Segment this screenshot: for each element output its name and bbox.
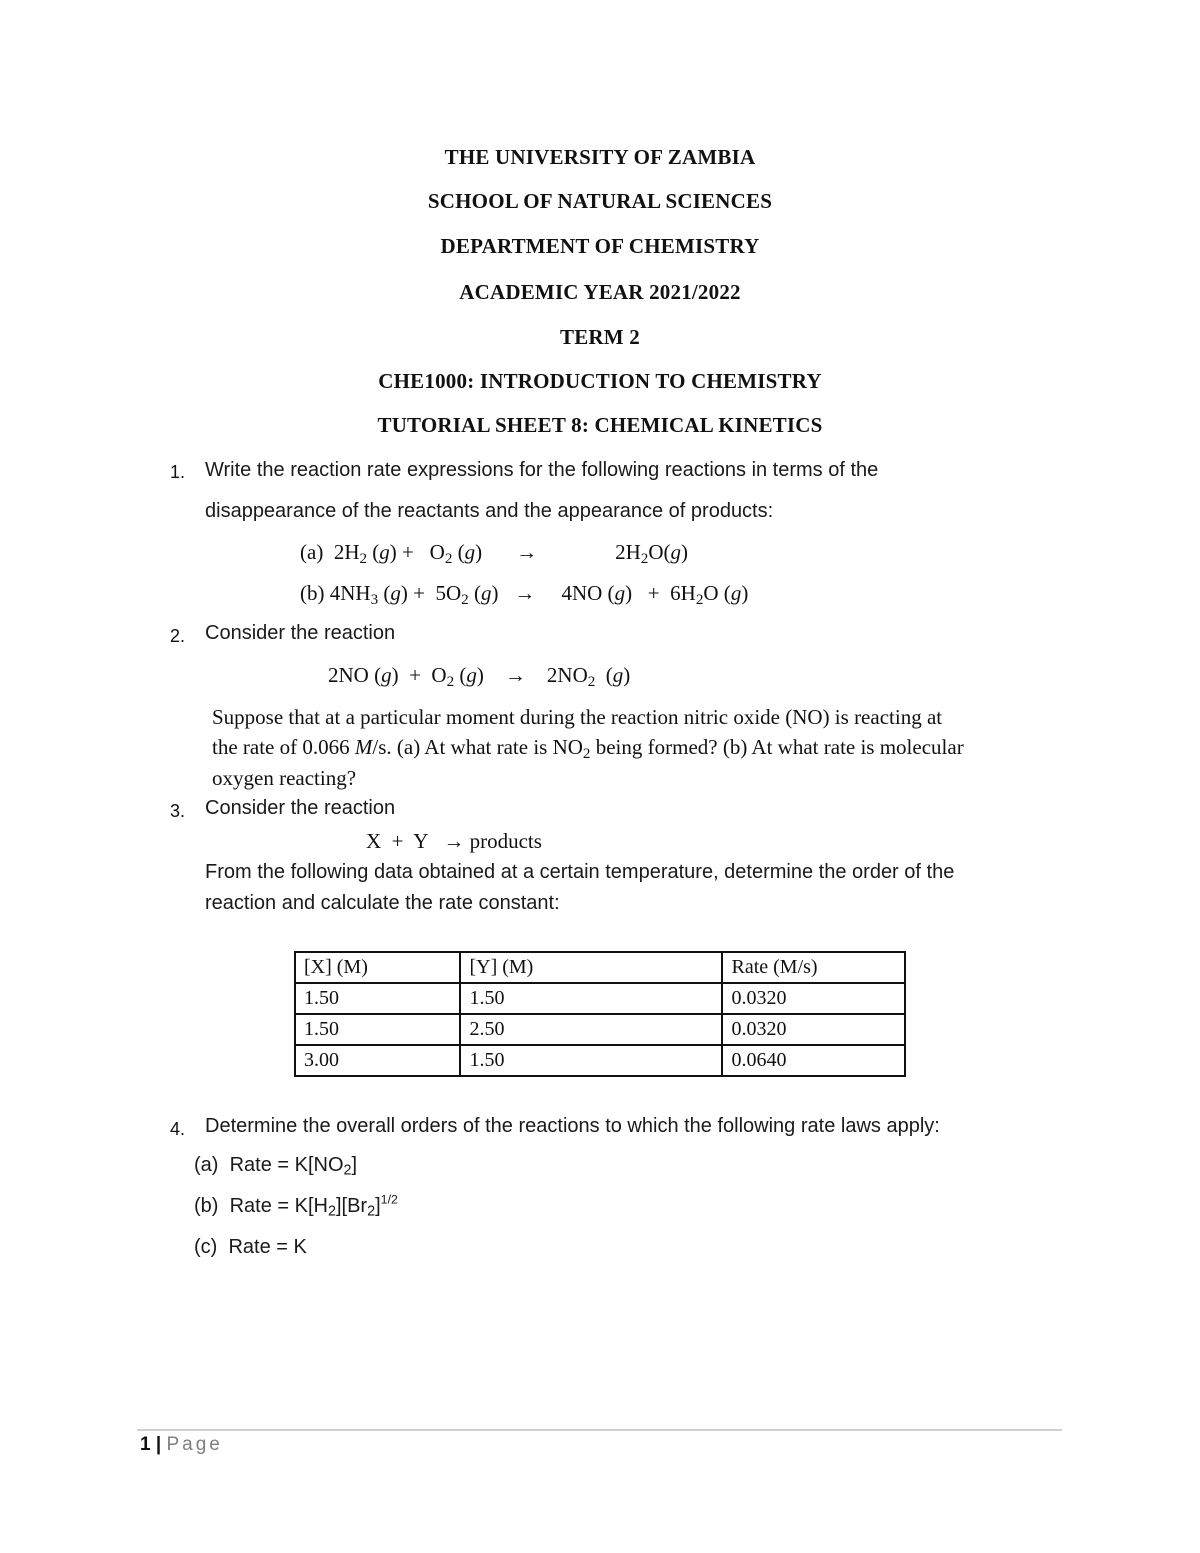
academic-year: ACADEMIC YEAR 2021/2022 (459, 280, 741, 304)
table-header-cell: [Y] (M) (460, 952, 722, 983)
question-2-line2-pre: the rate of 0.066 (212, 735, 355, 759)
table-header-cell: [X] (M) (295, 952, 460, 983)
table-cell: 1.50 (460, 983, 722, 1014)
equation-2: 2NO $(g) + O_2$ (g) → $2NO_2$ (g) (328, 663, 631, 690)
question-3-intro: Consider the reaction (205, 797, 396, 819)
question-3-line2: reaction and calculate the rate constant: (205, 892, 560, 914)
equation-3: X + Y → products (366, 829, 542, 853)
table-header-row (295, 952, 905, 983)
course-title: CHE1000: INTRODUCTION TO CHEMISTRY (378, 369, 822, 393)
table-cell: 2.50 (460, 1014, 722, 1045)
rate-law-a-label: (a) (194, 1154, 219, 1176)
question-4-number: 4. (170, 1119, 186, 1139)
university-title: THE UNIVERSITY OF ZAMBIA (444, 145, 756, 169)
table-row (295, 1014, 905, 1045)
rate-law-a: (a) Rate = $K[NO_2]$ (194, 1154, 358, 1179)
equation-1a-label: (a) (300, 540, 324, 564)
footer-separator: | (155, 1434, 162, 1455)
rate-law-c (194, 1236, 307, 1259)
table-cell: 1.50 (295, 983, 460, 1014)
table-cell: 0.0320 (722, 983, 905, 1014)
question-3-line1: From the following data obtained at a certain temperature, determine the order of the (205, 861, 955, 883)
sheet-title: TUTORIAL SHEET 8: CHEMICAL KINETICS (377, 413, 823, 437)
question-2-subscript: 2 (582, 745, 591, 762)
department-title: DEPARTMENT OF CHEMISTRY (440, 234, 760, 258)
rate-law-b: (b) Rate = $K[H_2][Br_2]^{1/2}$ (194, 1192, 398, 1220)
table-cell: 1.50 (460, 1045, 722, 1076)
term-title: TERM 2 (560, 325, 640, 349)
rate-law-c-text: Rate = K (228, 1236, 307, 1258)
table-cell: 0.0640 (722, 1045, 905, 1076)
page-label: Page (166, 1434, 223, 1455)
table-cell: 1.50 (295, 1014, 460, 1045)
question-1-line1: Write the reaction rate expressions for the following reactions in terms of the (205, 459, 879, 481)
table-header-cell: Rate (M/s) (722, 952, 905, 983)
question-2-unit: M (354, 735, 373, 759)
question-1-line2: disappearance of the reactants and the appearance of products: (205, 500, 774, 522)
question-2-line1: Suppose that at a particular moment during the reaction nitric oxide (NO) is reacting at (212, 705, 943, 729)
question-4-intro: Determine the overall orders of the reactions to which the following rate laws apply: (205, 1115, 940, 1137)
question-2-number: 2. (170, 626, 186, 646)
rate-data-table (294, 951, 906, 1077)
table-cell: 0.0320 (722, 1014, 905, 1045)
question-2-intro: Consider the reaction (205, 622, 396, 644)
school-title: SCHOOL OF NATURAL SCIENCES (427, 189, 773, 213)
question-1-number: 1. (170, 462, 186, 482)
question-2-line2-end: being formed? (b) At what rate is molecular (590, 735, 964, 759)
equation-1a: (a) $2H_2$ $(g) + O_2$ $(g) \to 2H_2O(g)$ (300, 540, 689, 567)
question-3-number: 3. (170, 801, 186, 821)
footer-divider (137, 1429, 1062, 1431)
equation-1b: (b) $4NH_3$ $(g) + 5O_2$ (g) → 4NO $(g) + 6H_2O$ (g) (300, 581, 749, 608)
question-2-line2-post: /s. (a) At what rate is NO (372, 735, 583, 759)
question-2-line3: oxygen reacting? (212, 766, 357, 790)
table-row (295, 983, 905, 1014)
table-cell: 3.00 (295, 1045, 460, 1076)
equation-1b-label: (b) (300, 581, 325, 605)
rate-law-b-label: (b) (194, 1195, 219, 1217)
question-2-line2 (212, 735, 964, 760)
page-footer (140, 1434, 223, 1456)
rate-law-c-label: (c) (194, 1236, 218, 1258)
table-row (295, 1045, 905, 1076)
page-number: 1 (140, 1434, 151, 1455)
